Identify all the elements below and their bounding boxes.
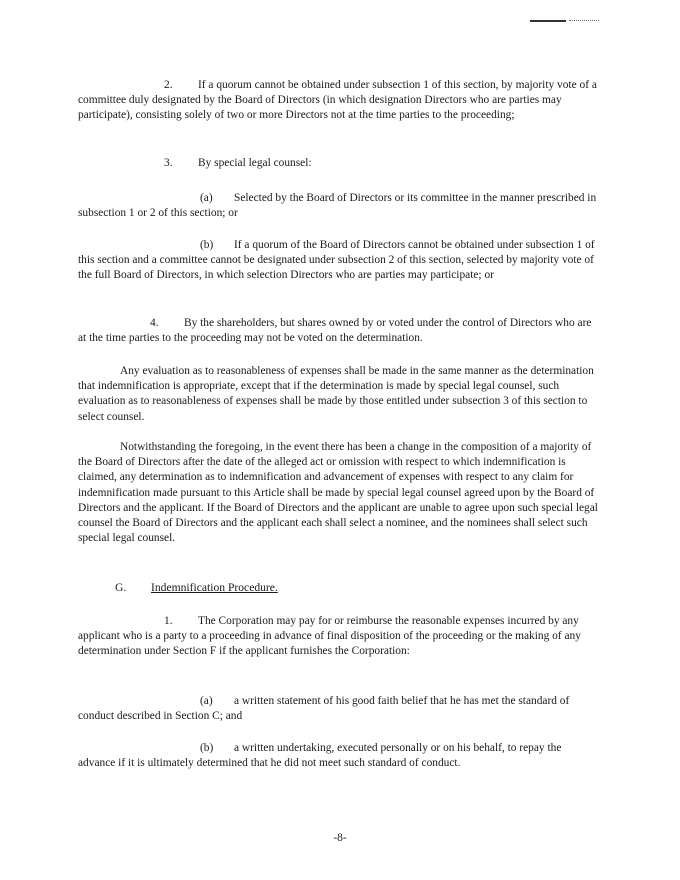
section-g-item-1 [78, 614, 598, 660]
section-letter: G. [115, 581, 127, 594]
section-title: Indemnification Procedure. [151, 581, 278, 594]
section-g-heading [115, 581, 278, 594]
item-text: By the shareholders, but shares owned by or voted under the control of Directors who are at the time parties to the proceeding may not be voted on the determination. [78, 317, 592, 345]
section-g-item-1a [78, 694, 598, 724]
item-number: (a) [200, 695, 213, 707]
item-number: 1. [164, 615, 173, 627]
page-number: -8- [333, 832, 347, 844]
item-text: a written undertaking, executed personally or on his behalf, to repay the advance if it is ultimately determined that he did not meet such standard of conduct. [78, 742, 562, 770]
section-f-item-2 [78, 78, 598, 124]
item-number: (b) [200, 742, 214, 754]
section-f-item-3 [78, 156, 598, 171]
item-number: 2. [164, 79, 173, 91]
item-number: (a) [200, 192, 213, 204]
section-f-item-4 [78, 316, 598, 346]
paragraph-notwithstanding: Notwithstanding the foregoing, in the event there has been a change in the composition of a majority of the Board of Directors after the date of the alleged act or omission with respect to which indemnification is claimed, any determination as to indemnification and advancement of expenses with respect to any claim for indemnification made pursuant to this Article shall be made by special legal counsel agreed upon by the Board of Directors and the applicant. If the Board of Directors and the applicant are unable to agree upon such special legal counsel the Board of Directors and the applicant each shall select a nominee, and the nominees shall select such special legal counsel. [78, 441, 598, 545]
item-number: 3. [164, 157, 173, 169]
section-f-item-3a [78, 191, 598, 221]
item-text: a written statement of his good faith belief that he has met the standard of conduct described in Section C; and [78, 695, 570, 723]
section-f-item-3b [78, 238, 598, 284]
item-text: If a quorum of the Board of Directors cannot be obtained under subsection 1 of this section and a committee cannot be designated under subsection 2 of this section, selected by majority vote of the full Board of Directors, in which selection Directors who are parties may participate; or [78, 239, 595, 282]
item-text: By special legal counsel: [198, 157, 312, 169]
item-text: The Corporation may pay for or reimburse the reasonable expenses incurred by any applicant who is a party to a proceeding in advance of final disposition of the proceeding or the making of any determination under Section F if the applicant furnishes the Corporation: [78, 615, 581, 658]
item-text: Selected by the Board of Directors or its committee in the manner prescribed in subsection 1 or 2 of this section; or [78, 192, 597, 220]
item-number: 4. [150, 317, 159, 329]
section-g-item-1b [78, 741, 598, 771]
item-number: (b) [200, 239, 214, 251]
scan-mark-dotted [569, 20, 599, 21]
paragraph-evaluation: Any evaluation as to reasonableness of expenses shall be made in the same manner as the determination that indemnification is appropriate, except that if the determination is made by special legal counsel, such evaluation as to reasonableness of expenses shall be made by those entitled under subsection 3 of this section to select counsel. [78, 365, 594, 423]
item-text: If a quorum cannot be obtained under subsection 1 of this section, by majority vote of a committee duly designated by the Board of Directors (in which designation Directors who are parties may participate), consisting solely of two or more Directors not at the time parties to the proceeding; [78, 79, 597, 122]
scan-mark [530, 20, 566, 22]
